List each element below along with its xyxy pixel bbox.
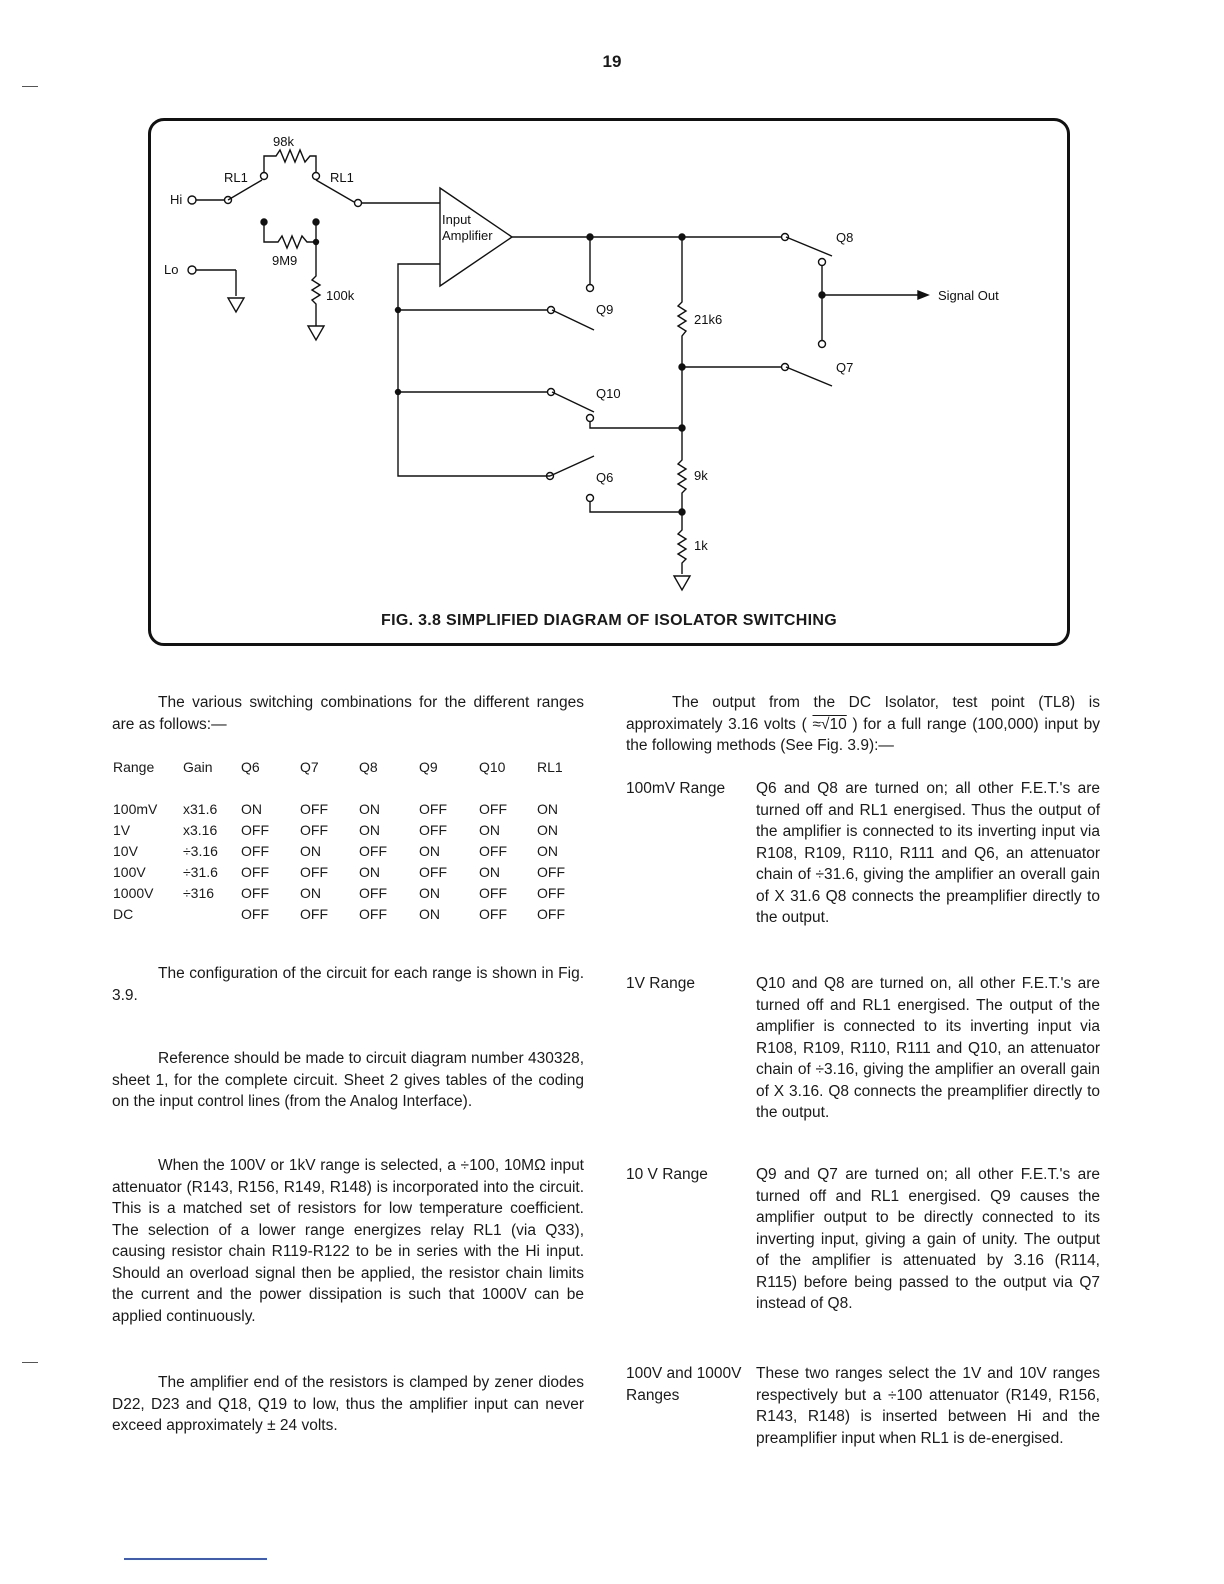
table-cell: OFF — [479, 905, 507, 922]
table-row — [113, 840, 577, 861]
label-q8: Q8 — [836, 230, 854, 245]
label-98k: 98k — [273, 134, 294, 149]
label-signal-out: Signal Out — [938, 288, 999, 303]
col-header: Gain — [183, 758, 213, 775]
range-text-10v: Q9 and Q7 are turned on; all other F.E.T.'s are turned off and RL1 energised. Q9 causes the amplifier output to be directly connected to its inverting input, giving a gain of unity. The output of the amplifier is attenuated by 3.16 (R114, R115) before being passed to the output via Q7 instead of Q8. — [756, 1166, 1100, 1312]
range-label-1v: 1V Range — [626, 975, 695, 992]
range-label-100mv: 100mV Range — [626, 780, 726, 797]
table-cell: ON — [300, 842, 321, 859]
label-q9: Q9 — [596, 302, 614, 317]
table-cell: ON — [537, 821, 558, 838]
footer-rule — [124, 1558, 267, 1560]
table-cell: x3.16 — [183, 821, 218, 838]
table-cell: ON — [537, 800, 558, 817]
label-lo: Lo — [164, 262, 179, 277]
right-intro-part-b: ) for a full range (100,000) input by the following methods (See Fig. 3.9):— — [626, 715, 1100, 754]
table-cell: ON — [537, 842, 558, 859]
table-cell: OFF — [300, 863, 328, 880]
col-header: Q6 — [241, 758, 260, 775]
label-amp-line2: Amplifier — [442, 228, 493, 243]
isolator-switching-diagram — [148, 118, 1070, 646]
table-cell: ON — [300, 884, 321, 901]
table-cell: DC — [113, 905, 134, 922]
para-attenuator: When the 100V or 1kV range is selected, a ÷100, 10MΩ input attenuator (R143, R156, R149, R148) is incorporated into the circuit. This is a matched set of resistors for low temperature coefficient. The selection of a lower range energizes relay RL1 (via Q33), causing resistor chain R119-R122 to be in series with the Hi input. Should an overload signal then be applied, the resistor chain limits the current and the power dissipation is such that 1000V can be applied continuously. — [112, 1157, 584, 1325]
table-row — [113, 819, 577, 840]
col-header: Range — [113, 758, 155, 775]
table-cell: ON — [479, 863, 500, 880]
table-cell: 10V — [113, 842, 138, 859]
table-cell — [183, 903, 241, 924]
table-cell: ON — [359, 821, 380, 838]
table-cell: OFF — [419, 821, 447, 838]
table-cell: OFF — [241, 884, 269, 901]
col-header: Q8 — [359, 758, 378, 775]
col-header: Q7 — [300, 758, 319, 775]
table-cell: OFF — [241, 863, 269, 880]
sqrt-ten-symbol: ≈√10 — [812, 715, 847, 733]
label-rl1-right: RL1 — [330, 170, 354, 185]
col-header: RL1 — [537, 758, 563, 775]
range-text-100v-1000v: These two ranges select the 1V and 10V ranges respectively but a ÷100 attenuator (R149, R156, R143, R148) is inserted between Hi and the preamplifier input when RL1 is de-energised. — [756, 1365, 1100, 1447]
label-q6: Q6 — [596, 470, 614, 485]
table-cell: ON — [241, 800, 262, 817]
table-cell: OFF — [537, 863, 565, 880]
label-21k6: 21k6 — [694, 312, 723, 327]
table-cell: OFF — [479, 884, 507, 901]
table-cell: ÷31.6 — [183, 863, 218, 880]
table-cell: OFF — [419, 800, 447, 817]
right-intro — [626, 692, 1100, 757]
table-cell: OFF — [359, 842, 387, 859]
switching-table — [113, 756, 577, 924]
table-cell: OFF — [300, 800, 328, 817]
margin-mark — [22, 1362, 38, 1363]
label-hi: Hi — [170, 192, 183, 207]
label-9k: 9k — [694, 468, 708, 483]
table-cell: OFF — [359, 905, 387, 922]
table-cell: OFF — [300, 821, 328, 838]
range-text-100mv: Q6 and Q8 are turned on; all other F.E.T.'s are turned off and RL1 energised. Thus the output of the amplifier is connected to its inverting input via R108, R109, R110, R111 and Q6, an attenuator chain of ÷31.6, giving the amplifier an overall gain of X 31.6 Q8 connects the preamplifier directly to the output. — [756, 780, 1100, 926]
table-cell: ON — [419, 842, 440, 859]
col-header: Q10 — [479, 758, 506, 775]
table-header-row — [113, 756, 577, 777]
table-cell: x31.6 — [183, 800, 218, 817]
label-9m9: 9M9 — [272, 253, 298, 268]
table-cell: ON — [479, 821, 500, 838]
table-cell: OFF — [537, 905, 565, 922]
table-cell: OFF — [241, 821, 269, 838]
margin-mark — [22, 86, 38, 87]
range-label-10v: 10 V Range — [626, 1166, 708, 1183]
para-clamp: The amplifier end of the resistors is clamped by zener diodes D22, D23 and Q18, Q19 to low, thus the amplifier input can never exceed approximately ± 24 volts. — [112, 1374, 584, 1434]
range-text-1v: Q10 and Q8 are turned on, all other F.E.T.'s are turned off and RL1 energised. The output of the amplifier is connected to its inverting input via R108, R109, R110, R111 and Q10, an attenuator chain of ÷3.16, giving the amplifier an overall gain of X 3.16. Q8 connects the preamplifier directly to the output. — [756, 975, 1100, 1121]
table-cell: OFF — [359, 884, 387, 901]
range-label-100v-1000v: 100V and 1000V Ranges — [626, 1365, 742, 1404]
table-cell: 1000V — [113, 884, 154, 901]
table-cell: ÷3.16 — [183, 842, 218, 859]
table-cell: 100V — [113, 863, 146, 880]
table-row — [113, 861, 577, 882]
left-intro: The various switching combinations for the different ranges are as follows:— — [112, 694, 584, 733]
figure-caption: FIG. 3.8 SIMPLIFIED DIAGRAM OF ISOLATOR SWITCHING — [381, 612, 837, 629]
table-cell: ON — [419, 905, 440, 922]
table-cell: OFF — [537, 884, 565, 901]
table-cell: OFF — [241, 842, 269, 859]
para-reference: Reference should be made to circuit diagram number 430328, sheet 1, for the complete circuit. Sheet 2 gives tables of the coding on the input control lines (from the Analog Interface). — [112, 1050, 584, 1110]
table-cell: OFF — [241, 905, 269, 922]
table-row — [113, 903, 577, 924]
label-q10: Q10 — [596, 386, 621, 401]
col-header: Q9 — [419, 758, 438, 775]
table-cell: 100mV — [113, 800, 158, 817]
table-row — [113, 882, 577, 903]
page-number: 19 — [602, 52, 622, 71]
table-cell: ON — [359, 800, 380, 817]
table-cell: ON — [419, 884, 440, 901]
label-100k: 100k — [326, 288, 355, 303]
para-config: The configuration of the circuit for each range is shown in Fig. 3.9. — [112, 965, 584, 1004]
table-cell: 1V — [113, 821, 131, 838]
table-cell: OFF — [479, 800, 507, 817]
table-row — [113, 798, 577, 819]
label-1k: 1k — [694, 538, 708, 553]
table-cell: OFF — [419, 863, 447, 880]
table-cell: OFF — [300, 905, 328, 922]
label-rl1-left: RL1 — [224, 170, 248, 185]
label-amp-line1: Input — [442, 212, 471, 227]
table-cell: ON — [359, 863, 380, 880]
label-q7: Q7 — [836, 360, 854, 375]
table-cell: ÷316 — [183, 884, 215, 901]
right-intro-part-a: The output from the DC Isolator, test point (TL8) is approximately 3.16 volts ( — [626, 694, 1100, 733]
table-cell: OFF — [479, 842, 507, 859]
